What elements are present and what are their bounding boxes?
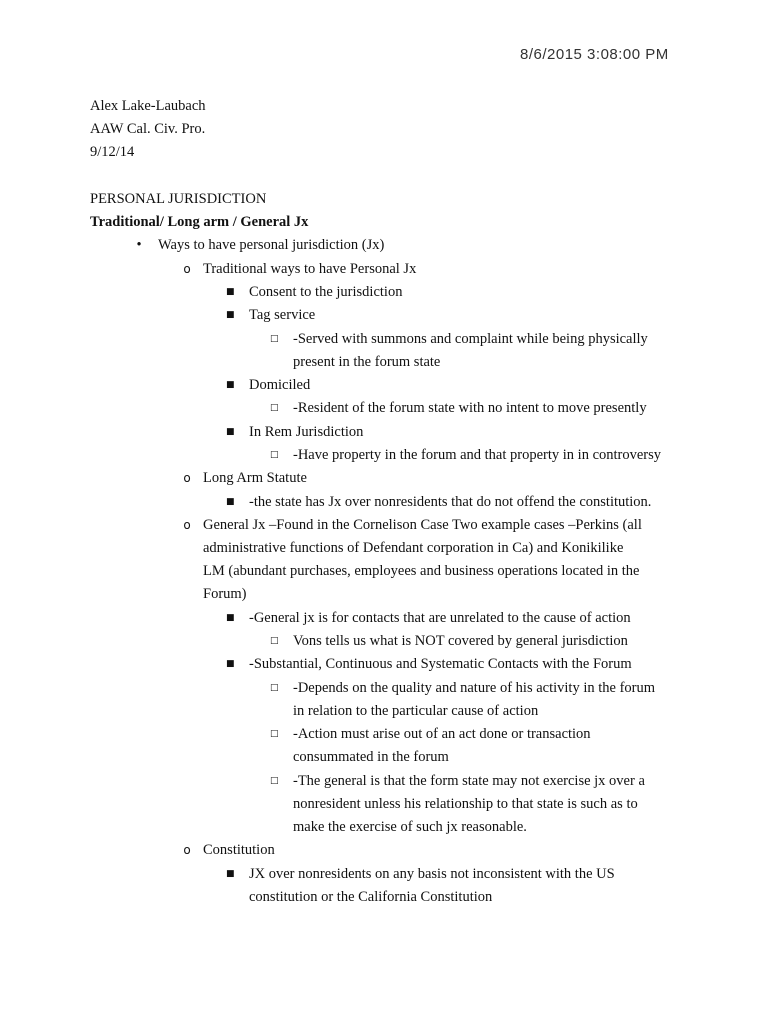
- square-bullet-icon: ■: [226, 427, 235, 437]
- outline-item-ways: Ways to have personal jurisdiction (Jx): [158, 237, 385, 253]
- outline-item-long-arm: Long Arm Statute: [203, 470, 307, 486]
- outline-item-general-rule-cont: nonresident unless his relationship to that state is such as to: [293, 796, 638, 812]
- print-timestamp: 8/6/2015 3:08:00 PM: [520, 46, 669, 63]
- square-bullet-icon: ■: [226, 380, 235, 390]
- outline-item-general-rule-cont: make the exercise of such jx reasonable.: [293, 819, 527, 835]
- outline-item-tag-detail-cont: present in the forum state: [293, 354, 441, 370]
- hollow-square-bullet-icon: □: [270, 776, 279, 786]
- outline-item-general-jx-cont: Forum): [203, 586, 247, 602]
- outline-item-general-rule: -The general is that the form state may not exercise jx over a: [293, 773, 645, 789]
- outline-item-depends-cont: in relation to the particular cause of action: [293, 703, 539, 719]
- outline-item-domiciled: Domiciled: [249, 377, 311, 393]
- outline-item-general-jx-cont: administrative functions of Defendant corporation in Ca) and Konikilike: [203, 540, 624, 556]
- hollow-square-bullet-icon: □: [270, 450, 279, 460]
- outline-item-consent: Consent to the jurisdiction: [249, 284, 403, 300]
- hollow-square-bullet-icon: □: [270, 403, 279, 413]
- outline-item-unrelated: -General jx is for contacts that are unrelated to the cause of action: [249, 610, 631, 626]
- section-subtitle: Traditional/ Long arm / General Jx: [90, 214, 309, 230]
- outline-item-domiciled-detail: -Resident of the forum state with no intent to move presently: [293, 400, 647, 416]
- outline-item-traditional: Traditional ways to have Personal Jx: [203, 261, 417, 277]
- outline-item-substantial: -Substantial, Continuous and Systematic Contacts with the Forum: [249, 656, 632, 672]
- author-name: Alex Lake-Laubach: [90, 98, 206, 114]
- hollow-square-bullet-icon: □: [270, 334, 279, 344]
- bullet-icon: •: [136, 237, 142, 253]
- square-bullet-icon: ■: [226, 659, 235, 669]
- outline-item-action: -Action must arise out of an act done or transaction: [293, 726, 591, 742]
- circle-bullet-icon: o: [183, 843, 191, 857]
- hollow-square-bullet-icon: □: [270, 636, 279, 646]
- section-title: PERSONAL JURISDICTION: [90, 191, 267, 207]
- outline-item-in-rem-detail: -Have property in the forum and that property in in controversy: [293, 447, 662, 463]
- square-bullet-icon: ■: [226, 310, 235, 320]
- square-bullet-icon: ■: [226, 497, 235, 507]
- outline-item-vons: Vons tells us what is NOT covered by general jurisdiction: [293, 633, 628, 649]
- outline-item-action-cont: consummated in the forum: [293, 749, 449, 765]
- circle-bullet-icon: o: [183, 471, 191, 485]
- circle-bullet-icon: o: [183, 262, 191, 276]
- square-bullet-icon: ■: [226, 613, 235, 623]
- outline-item-general-jx-cont: LM (abundant purchases, employees and business operations located in the: [203, 563, 640, 579]
- course-name: AAW Cal. Civ. Pro.: [90, 121, 206, 137]
- hollow-square-bullet-icon: □: [270, 729, 279, 739]
- outline-item-constitution-detail-cont: constitution or the California Constitution: [249, 889, 493, 905]
- outline-item-constitution: Constitution: [203, 842, 275, 858]
- note-date: 9/12/14: [90, 144, 135, 160]
- outline-item-tag-service: Tag service: [249, 307, 316, 323]
- outline-item-tag-detail: -Served with summons and complaint while being physically: [293, 331, 648, 347]
- square-bullet-icon: ■: [226, 287, 235, 297]
- circle-bullet-icon: o: [183, 518, 191, 532]
- hollow-square-bullet-icon: □: [270, 683, 279, 693]
- outline-item-in-rem: In Rem Jurisdiction: [249, 424, 364, 440]
- outline-item-long-arm-detail: -the state has Jx over nonresidents that do not offend the constitution.: [249, 494, 652, 510]
- square-bullet-icon: ■: [226, 869, 235, 879]
- outline-item-constitution-detail: JX over nonresidents on any basis not inconsistent with the US: [249, 866, 615, 882]
- outline-item-depends: -Depends on the quality and nature of his activity in the forum: [293, 680, 656, 696]
- outline-item-general-jx: General Jx –Found in the Cornelison Case Two example cases –Perkins (all: [203, 517, 642, 533]
